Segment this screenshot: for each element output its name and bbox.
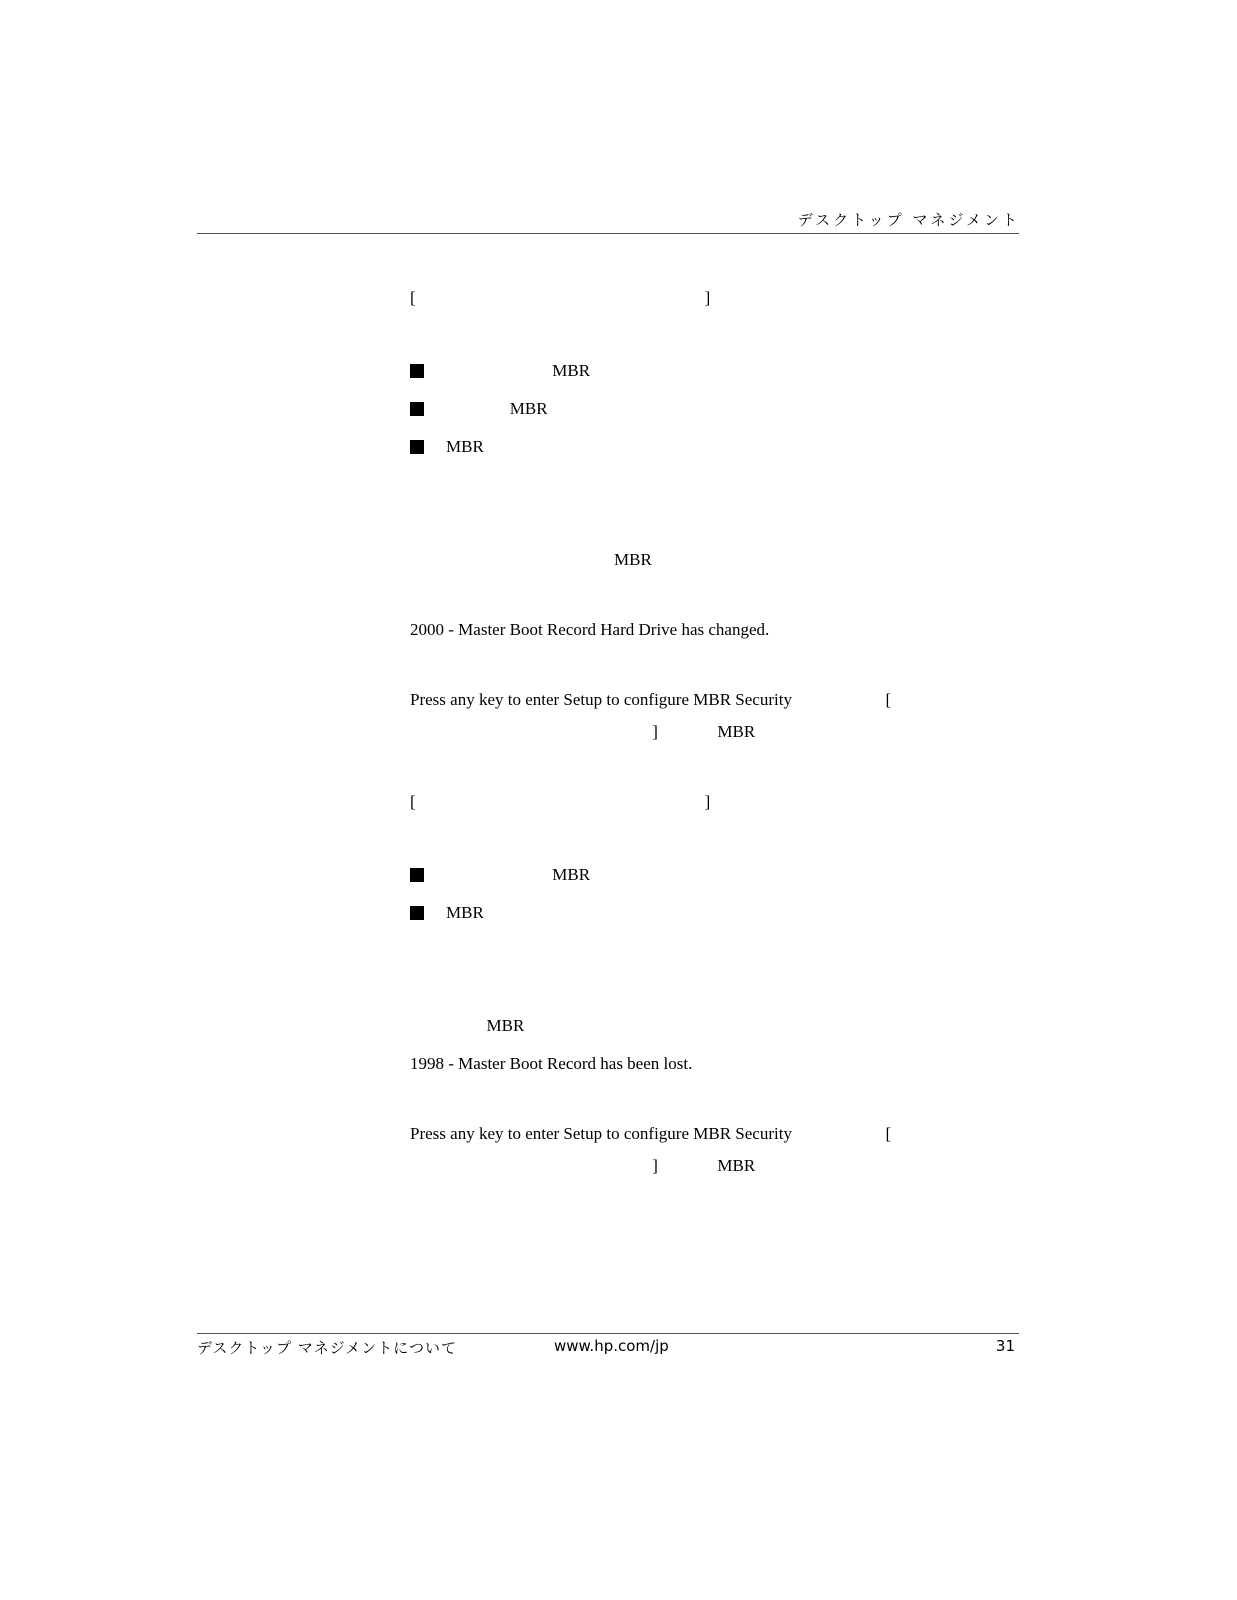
text-line	[410, 940, 1020, 972]
text-line: MBR	[410, 550, 652, 569]
square-bullet-icon	[410, 364, 424, 378]
bullet-list	[410, 352, 1020, 466]
paragraph	[410, 544, 1020, 608]
text-line: [ ]	[410, 792, 711, 811]
page-number: 31	[995, 1337, 1015, 1355]
text-line: ] MBR	[410, 1156, 756, 1175]
text-line: Press any key to enter Setup to configure MBR Security [	[410, 690, 892, 709]
text-line: Press any key to enter Setup to configure MBR Security [	[410, 1124, 892, 1143]
square-bullet-icon	[410, 906, 424, 920]
page-body	[410, 282, 1020, 1214]
text-line: ] MBR	[410, 722, 756, 741]
list-item-text: MBR	[446, 361, 591, 380]
text-line	[410, 818, 1020, 850]
list-item-text: MBR	[446, 903, 484, 922]
text-line: 1998 - Master Boot Record has been lost.	[410, 1054, 693, 1073]
square-bullet-icon	[410, 868, 424, 882]
list-item-text: MBR	[446, 437, 484, 456]
paragraph-setup-option	[410, 282, 1020, 346]
text-line	[410, 972, 1020, 1004]
running-header-title: デスクトップ マネジメント	[797, 211, 1020, 229]
header-rule	[197, 233, 1019, 234]
text-line	[410, 314, 1020, 346]
page-footer	[197, 1337, 1019, 1361]
list-item-text: MBR	[446, 865, 591, 884]
text-line	[410, 646, 1020, 678]
text-line	[410, 748, 1020, 780]
paragraph	[410, 940, 1020, 1004]
text-line	[410, 1182, 1020, 1214]
text-line	[410, 1080, 1020, 1112]
paragraph-setup-option	[410, 786, 1020, 850]
text-line: 2000 - Master Boot Record Hard Drive has changed.	[410, 620, 770, 639]
list-item	[410, 856, 1020, 894]
bullet-list	[410, 856, 1020, 932]
paragraph	[410, 474, 1020, 538]
footer-chapter-title: デスクトップ マネジメントについて	[197, 1339, 457, 1357]
text-line: [ ]	[410, 288, 711, 307]
list-item	[410, 428, 1020, 466]
text-line	[410, 576, 1020, 608]
footer-rule	[197, 1333, 1019, 1334]
text-line	[410, 474, 1020, 506]
text-line: MBR	[410, 1016, 525, 1035]
text-line	[410, 506, 1020, 538]
prompt-message	[410, 684, 1020, 780]
error-message	[410, 614, 1020, 678]
prompt-message	[410, 1118, 1020, 1214]
square-bullet-icon	[410, 440, 424, 454]
square-bullet-icon	[410, 402, 424, 416]
list-item-text: MBR	[446, 399, 548, 418]
footer-url: www.hp.com/jp	[554, 1337, 669, 1355]
list-item	[410, 894, 1020, 932]
paragraph	[410, 1010, 1020, 1042]
error-message	[410, 1048, 1020, 1112]
list-item	[410, 352, 1020, 390]
list-item	[410, 390, 1020, 428]
